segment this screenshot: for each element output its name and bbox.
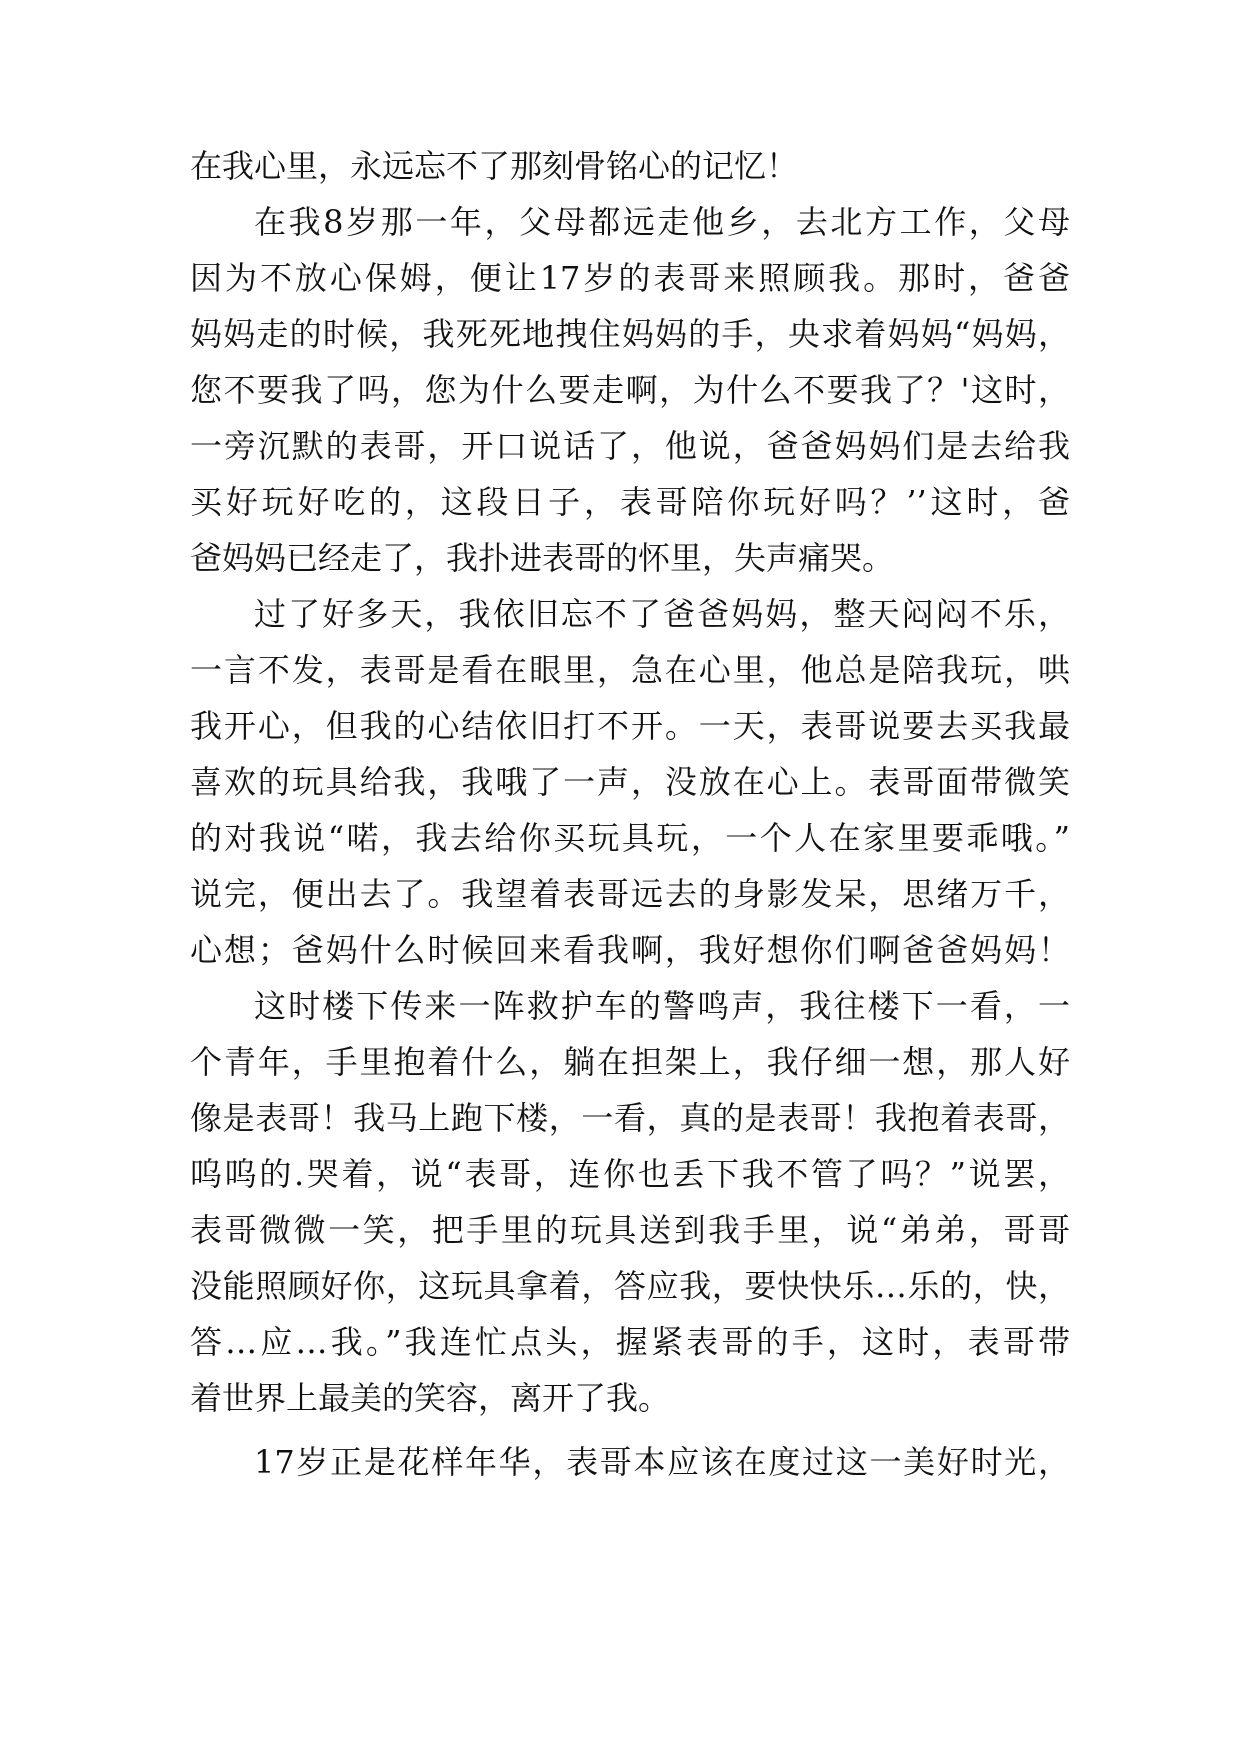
text-line: 一言不发，表哥是看在眼里，急在心里，他总是陪我玩，哄 [190, 651, 1070, 689]
text-line: 个青年，手里抱着什么，躺在担架上，我仔细一想，那人好 [190, 1043, 1070, 1081]
text-line: 这时楼下传来一阵救护车的警鸣声，我往楼下一看，一 [254, 987, 1070, 1025]
text-line: 的对我说“喏，我去给你买玩具玩，一个人在家里要乖哦。” [190, 819, 1070, 857]
text-line: 呜呜的.哭着，说“表哥，连你也丢下我不管了吗？”说罢， [190, 1155, 1070, 1193]
text-line: 答…应…我。”我连忙点头，握紧表哥的手，这时，表哥带 [190, 1323, 1070, 1361]
text-line: 我开心，但我的心结依旧打不开。一天，表哥说要去买我最 [190, 707, 1070, 745]
text-line: 像是表哥！我马上跑下楼，一看，真的是表哥！我抱着表哥， [190, 1099, 1070, 1137]
text-line: 着世界上最美的笑容，离开了我。 [190, 1379, 671, 1417]
text-line: 您不要我了吗，您为什么要走啊，为什么不要我了？'这时， [190, 371, 1070, 409]
text-line: 因为不放心保姆，便让17岁的表哥来照顾我。那时，爸爸 [190, 259, 1070, 297]
text-line: 没能照顾好你，这玩具拿着，答应我，要快快乐…乐的，快， [190, 1267, 1070, 1305]
text-line: 爸妈妈已经走了，我扑进表哥的怀里，失声痛哭。 [190, 539, 895, 577]
text-line: 一旁沉默的表哥，开口说话了，他说，爸爸妈妈们是去给我 [190, 427, 1070, 465]
text-line: 过了好多天，我依旧忘不了爸爸妈妈，整天闷闷不乐， [254, 595, 1070, 633]
text-line: 喜欢的玩具给我，我哦了一声，没放在心上。表哥面带微笑 [190, 763, 1070, 801]
text-line: 说完，便出去了。我望着表哥远去的身影发呆，思绪万千， [190, 875, 1070, 913]
text-line: 买好玩好吃的，这段日子，表哥陪你玩好吗？’’这时，爸 [190, 483, 1070, 521]
text-line: 在我心里，永远忘不了那刻骨铭心的记忆！ [190, 147, 799, 185]
text-line: 在我8岁那一年，父母都远走他乡，去北方工作，父母 [254, 203, 1070, 241]
text-line: 心想；爸妈什么时候回来看我啊，我好想你们啊爸爸妈妈！ [190, 931, 1070, 969]
text-line: 妈妈走的时候，我死死地拽住妈妈的手，央求着妈妈“妈妈， [190, 315, 1070, 353]
text-line: 表哥微微一笑，把手里的玩具送到我手里，说“弟弟，哥哥 [190, 1211, 1070, 1249]
text-line: 17岁正是花样年华，表哥本应该在度过这一美好时光， [254, 1443, 1070, 1481]
